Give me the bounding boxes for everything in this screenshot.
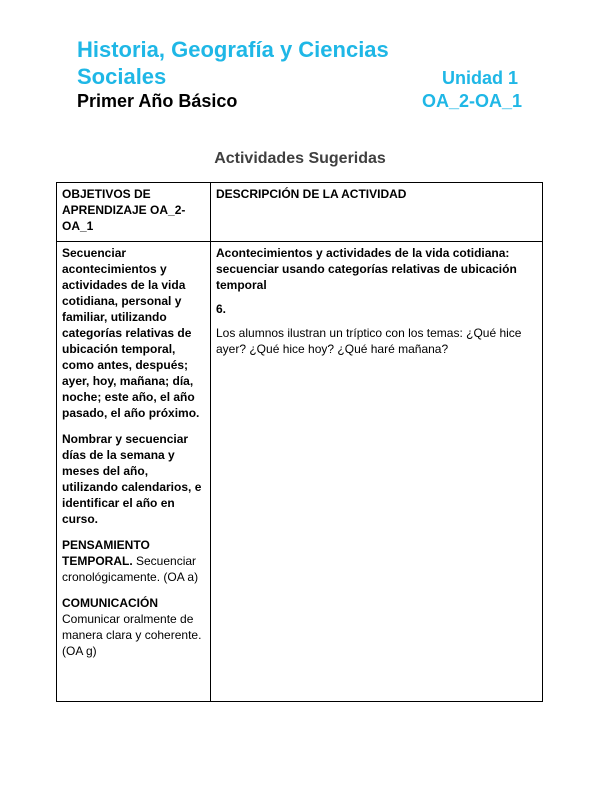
description-cell [211,242,543,702]
title-line-1 [77,36,522,63]
activities-table [56,182,543,702]
skill-communication-text: Comunicar oralmente de manera clara y coherente. (OA g) [62,612,202,658]
document-header [77,36,522,112]
skill-communication [62,595,205,659]
description-header: DESCRIPCIÓN DE LA ACTIVIDAD [211,183,543,242]
table-header-row [57,183,543,242]
section-title: Actividades Sugeridas [214,150,386,167]
skill-temporal-text: Secuenciar cronológicamente. (OA a) [62,554,199,584]
subject-title-line1: Historia, Geografía y Ciencias [77,37,389,62]
activity-title: Acontecimientos y actividades de la vida cotidiana: secuenciar usando categorías relativas de ubicación temporal [216,246,517,292]
table-row [57,242,543,702]
unit-label: Unidad 1 [441,68,518,88]
grade-line [77,90,522,112]
objective-oa1: Nombrar y secuenciar días de la semana y meses del año, utilizando calendarios, e identificar el año en curso. [62,432,202,526]
subject-title [77,36,522,90]
activity-text: Los alumnos ilustran un tríptico con los temas: ¿Qué hice ayer? ¿Qué hice hoy? ¿Qué haré mañana? [216,326,522,356]
objectives-header: OBJETIVOS DE APRENDIZAJE OA_2-OA_1 [57,183,211,242]
oa-code-label: OA_2-OA_1 [421,91,522,111]
objectives-cell [57,242,211,702]
skill-communication-heading: COMUNICACIÓN [62,596,158,610]
subject-title-line2: Sociales [77,64,167,89]
activity-number: 6. [216,302,227,316]
skill-temporal [62,537,205,585]
title-line-2 [77,63,522,90]
skill-temporal-heading: PENSAMIENTO TEMPORAL. [62,538,150,568]
grade-label: Primer Año Básico [77,91,238,111]
objective-oa2: Secuenciar acontecimientos y actividades de la vida cotidiana, personal y familiar, utilizando categorías relativas de ubicación temporal, como antes, después; ayer, hoy, mañana; día, noche; este año, el año pasado, el año próximo. [62,246,200,420]
